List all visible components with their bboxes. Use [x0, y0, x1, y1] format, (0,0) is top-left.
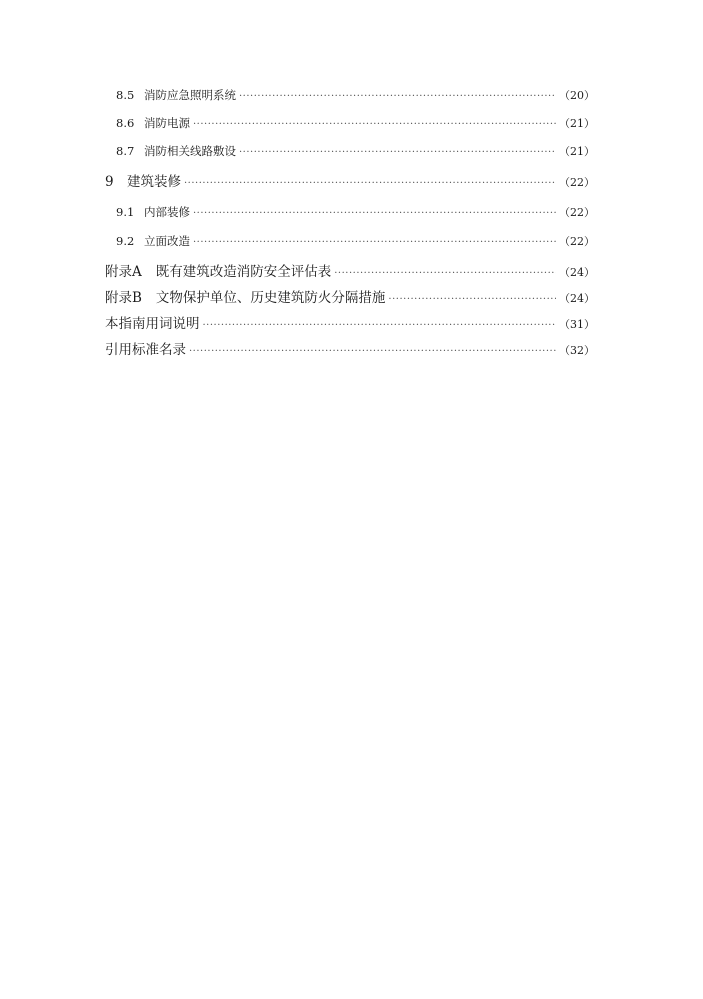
toc-entry-referenced-standards[interactable] [105, 340, 595, 360]
toc-entry-title: 引用标准名录 [105, 342, 186, 358]
toc-entry-page: （22） [559, 176, 595, 189]
toc-entry-title: 立面改造 [144, 234, 190, 248]
toc-entry-number: 9 [105, 174, 114, 190]
toc-entry-title: 消防应急照明系统 [144, 88, 236, 102]
toc-entry-number: 9.1 [116, 205, 135, 219]
toc-entry-page: （24） [559, 266, 595, 279]
toc-entry-9-2[interactable] [116, 231, 595, 251]
toc-entry-title: 内部装修 [144, 205, 190, 219]
toc-entry-page: （24） [559, 292, 595, 305]
toc-entry-page: （22） [559, 235, 595, 248]
toc-entry-title: 本指南用词说明 [105, 316, 200, 332]
toc-entry-page: （22） [559, 206, 595, 219]
dot-leader [334, 264, 556, 284]
toc-entry-page: （32） [559, 344, 595, 357]
dot-leader [203, 316, 557, 336]
toc-entry-title: 消防电源 [144, 116, 190, 130]
toc-entry-9[interactable] [105, 172, 595, 192]
dot-leader [193, 204, 556, 224]
toc-entry-8-7[interactable] [116, 141, 595, 161]
dot-leader [184, 174, 556, 194]
toc-entry-number: 附录B [105, 290, 142, 306]
toc-entry-number: 8.5 [116, 88, 135, 102]
toc-entry-page: （21） [559, 145, 595, 158]
dot-leader [388, 290, 556, 310]
toc-entry-wording-notes[interactable] [105, 314, 595, 334]
toc-entry-number: 8.7 [116, 144, 135, 158]
toc-entry-title: 文物保护单位、历史建筑防火分隔措施 [155, 290, 386, 306]
toc-entry-number: 附录A [105, 264, 142, 280]
toc-entry-title: 建筑装修 [127, 174, 181, 190]
toc-entry-page: （20） [559, 89, 595, 102]
dot-leader [193, 233, 556, 253]
dot-leader [193, 115, 556, 135]
toc-entry-8-5[interactable] [116, 85, 595, 105]
toc-entry-title: 消防相关线路敷设 [144, 144, 236, 158]
dot-leader [189, 342, 556, 362]
toc-entry-appendix-a[interactable] [105, 262, 595, 282]
toc-entry-page: （31） [559, 318, 595, 331]
dot-leader [239, 143, 556, 163]
toc-entry-number: 9.2 [116, 234, 135, 248]
toc-entry-number: 8.6 [116, 116, 135, 130]
toc-entry-9-1[interactable] [116, 202, 595, 222]
toc-entry-title: 既有建筑改造消防安全评估表 [155, 264, 332, 280]
toc-entry-appendix-b[interactable] [105, 288, 595, 308]
toc-entry-page: （21） [559, 117, 595, 130]
toc-entry-8-6[interactable] [116, 113, 595, 133]
dot-leader [239, 87, 556, 107]
